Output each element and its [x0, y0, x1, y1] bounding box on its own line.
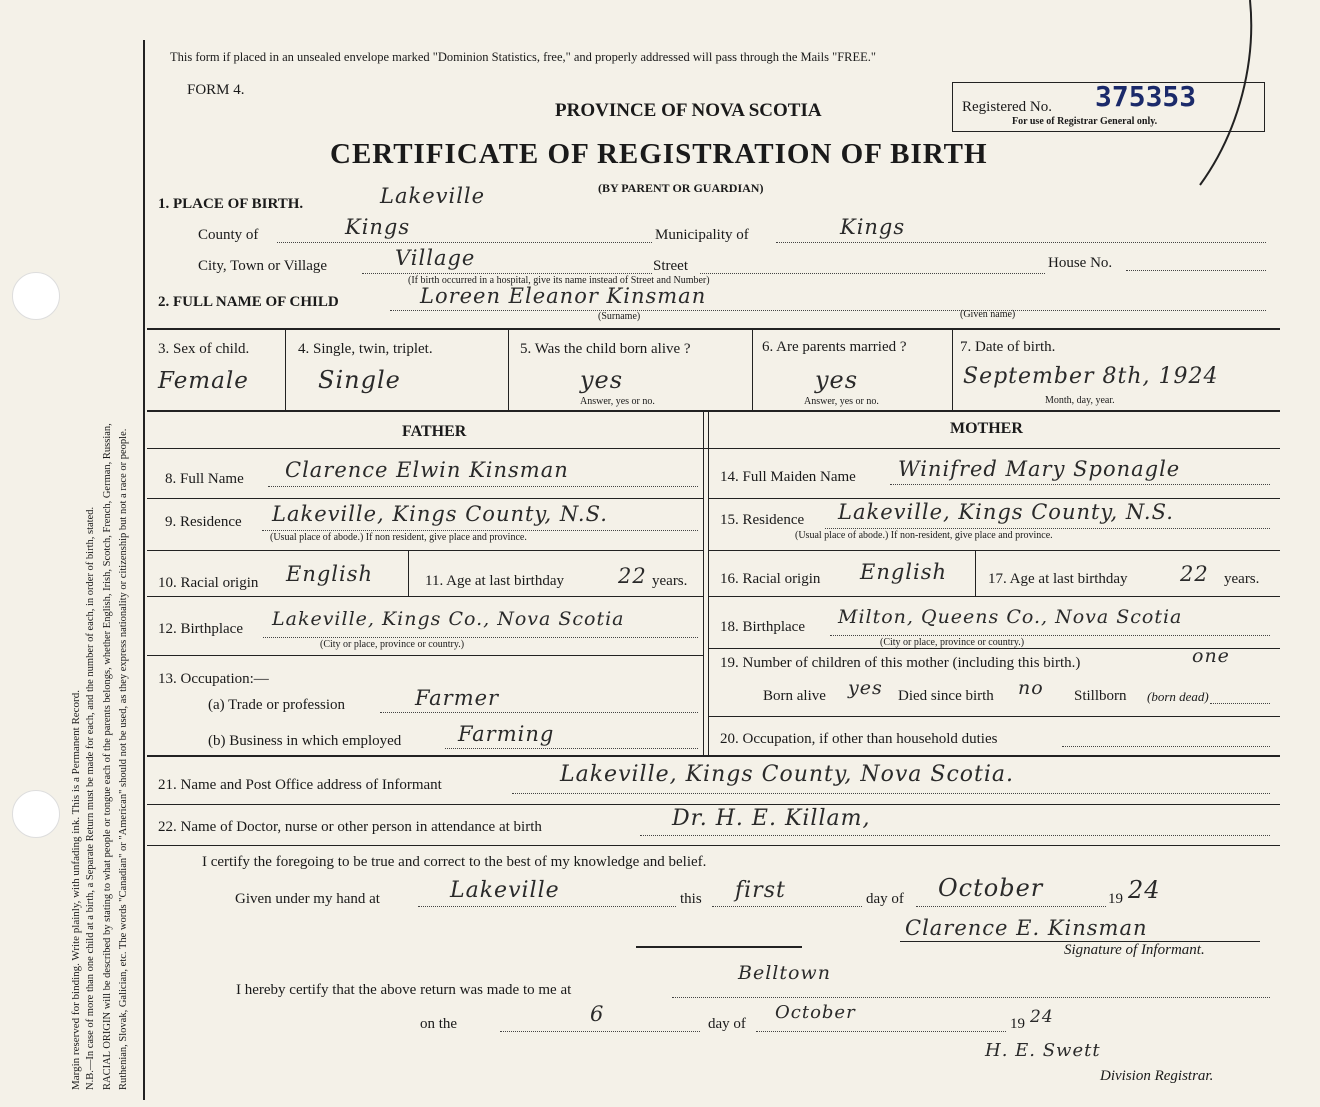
county-label: County of: [198, 227, 259, 243]
mother-years: years.: [1224, 571, 1260, 587]
month-line: [916, 906, 1106, 907]
certify-year: 24: [1128, 876, 1161, 904]
street-line: [700, 273, 1045, 274]
father-birthplace-label: 12. Birthplace: [158, 621, 243, 637]
registrar-year-prefix: 19: [1010, 1016, 1025, 1032]
registrar-text: I hereby certify that the above return was made to me at: [236, 982, 572, 998]
doctor-value: Dr. H. E. Killam,: [672, 806, 871, 831]
mother-age-value: 22: [1180, 562, 1209, 586]
given-label: Given under my hand at: [235, 891, 380, 907]
married-label: 6. Are parents married ?: [762, 339, 907, 355]
occupation-label: 13. Occupation:—: [158, 671, 269, 687]
municipality-value: Kings: [840, 215, 906, 239]
alive-value: yes: [580, 366, 624, 394]
business-label: (b) Business in which employed: [208, 733, 402, 749]
father-name-label: 8. Full Name: [165, 471, 244, 487]
mother-rule-1: [708, 498, 1280, 499]
date-label: 7. Date of birth.: [960, 339, 1056, 355]
rule-5: [147, 804, 1280, 805]
binding-hole-top: [12, 272, 60, 320]
registrar-month: October: [775, 1002, 856, 1023]
registrar-signature-label: Division Registrar.: [1100, 1068, 1214, 1084]
registrar-month-line: [756, 1031, 1006, 1032]
mother-residence-value: Lakeville, Kings County, N.S.: [838, 500, 1174, 524]
informant-signature-label: Signature of Informant.: [1064, 942, 1205, 958]
given-place: Lakeville: [450, 878, 560, 903]
mother-name-line: [890, 484, 1270, 485]
trade-value: Farmer: [415, 686, 500, 710]
born-alive-label: Born alive: [763, 688, 826, 704]
father-rule-1: [147, 498, 703, 499]
county-line: [277, 242, 652, 243]
registered-note: For use of Registrar General only.: [1012, 116, 1158, 127]
mother-heading: MOTHER: [950, 420, 1023, 437]
mother-name-label: 14. Full Maiden Name: [720, 469, 856, 485]
on-the-label: on the: [420, 1016, 458, 1032]
municipality-label: Municipality of: [655, 227, 749, 243]
child-name-line: [390, 310, 1266, 311]
died-label: Died since birth: [898, 688, 994, 704]
father-birthplace-value: Lakeville, Kings Co., Nova Scotia: [272, 608, 625, 630]
place-label: 1. PLACE OF BIRTH.: [158, 196, 304, 212]
single-value: Single: [318, 366, 401, 394]
city-value: Village: [395, 246, 476, 270]
margin-note-2: N.B.—In case of more than one child at a birth, a Separate Return must be made for each, and the number of each, in order of birth, stated.: [85, 506, 96, 1090]
children-value: one: [1192, 645, 1230, 667]
this-label: this: [680, 891, 702, 907]
margin-rule: [143, 40, 145, 1100]
mother-race-divider: [975, 551, 976, 596]
stillborn-line: [1210, 703, 1270, 704]
stillborn-note: (born dead): [1147, 689, 1209, 704]
father-heading: FATHER: [402, 423, 467, 440]
center-divider-b: [708, 412, 709, 755]
col-divider-2: [508, 330, 509, 410]
father-rule-4: [147, 655, 703, 656]
mother-race-label: 16. Racial origin: [720, 571, 821, 587]
mother-rule-5: [708, 716, 1280, 717]
city-label: City, Town or Village: [198, 258, 328, 274]
registrar-day-of-label: day of: [708, 1016, 746, 1032]
registered-label: Registered No.: [962, 99, 1052, 115]
certify-month: October: [938, 874, 1044, 902]
father-birthplace-line: [263, 637, 698, 638]
mother-occupation-label: 20. Occupation, if other than household duties: [720, 731, 998, 747]
registrar-signature: H. E. Swett: [985, 1040, 1101, 1061]
certify-text: I certify the foregoing to be true and correct to the best of my knowledge and belief.: [202, 854, 707, 870]
registrar-day: 6: [590, 1002, 605, 1026]
registrar-place: Belltown: [738, 962, 831, 984]
rule-4: [147, 755, 1280, 757]
sex-value: Female: [158, 368, 249, 394]
city-line: [362, 273, 652, 274]
child-name-label: 2. FULL NAME OF CHILD: [158, 294, 339, 310]
mother-birthplace-line: [830, 635, 1270, 636]
mother-birthplace-note: (City or place, province or country.): [880, 637, 1025, 648]
father-race-divider: [408, 551, 409, 596]
margin-note-3: RACIAL ORIGIN will be described by stating to what people or tongue each of the parents belongs, whether English, Irish, Scotch, French, German, Russian,: [102, 423, 113, 1090]
doctor-line: [640, 835, 1270, 836]
margin-note-1: Margin reserved for binding. Write plainly, with unfading ink. This is a Permanent Record.: [70, 690, 82, 1090]
short-rule: [636, 946, 802, 948]
given-line: [418, 906, 676, 907]
mother-name-value: Winifred Mary Sponagle: [898, 457, 1181, 481]
business-line: [445, 748, 698, 749]
father-race-value: English: [286, 562, 374, 586]
married-value: yes: [815, 366, 859, 394]
registrar-place-line: [672, 997, 1270, 998]
col-divider-3: [752, 330, 753, 410]
born-alive-value: yes: [848, 677, 883, 699]
father-rule-2: [147, 550, 703, 551]
sex-label: 3. Sex of child.: [158, 341, 250, 357]
trade-line: [380, 712, 698, 713]
certificate-title: CERTIFICATE OF REGISTRATION OF BIRTH: [330, 138, 988, 170]
father-birthplace-note: (City or place, province or country.): [320, 639, 465, 650]
house-line: [1126, 270, 1266, 271]
informant-label: 21. Name and Post Office address of Informant: [158, 777, 442, 793]
mother-residence-line: [825, 528, 1270, 529]
mail-notice: This form if placed in an unsealed envelope marked "Dominion Statistics, free," and properly addressed will pass through the Mails "FREE.": [170, 50, 877, 64]
mother-residence-note: (Usual place of abode.) If non-resident, give place and province.: [795, 530, 1053, 541]
municipality-line: [776, 242, 1266, 243]
informant-value: Lakeville, Kings County, Nova Scotia.: [560, 762, 1015, 787]
stillborn-label: Stillborn: [1074, 688, 1127, 704]
father-years: years.: [652, 573, 688, 589]
children-label: 19. Number of children of this mother (including this birth.): [720, 655, 1081, 671]
single-label: 4. Single, twin, triplet.: [298, 341, 433, 357]
rule-3: [147, 448, 1280, 449]
surname-note: (Surname): [598, 311, 641, 322]
this-day: first: [735, 878, 786, 903]
this-line: [712, 906, 862, 907]
informant-line: [512, 793, 1270, 794]
given-name-note: (Given name): [960, 309, 1016, 320]
died-value: no: [1018, 677, 1044, 699]
rule-1: [147, 328, 1280, 330]
day-of-label: day of: [866, 891, 904, 907]
place-value: Lakeville: [380, 184, 486, 208]
alive-label: 5. Was the child born alive ?: [520, 341, 691, 357]
father-residence-line: [262, 530, 698, 531]
rule-2: [147, 410, 1280, 412]
father-age-label: 11. Age at last birthday: [425, 573, 564, 589]
certificate-subtitle: (BY PARENT OR GUARDIAN): [598, 181, 764, 195]
mother-birthplace-value: Milton, Queens Co., Nova Scotia: [838, 606, 1183, 628]
rule-6: [147, 845, 1280, 846]
business-value: Farming: [458, 722, 555, 746]
registrar-year: 24: [1030, 1007, 1054, 1027]
mother-occupation-line: [1062, 746, 1270, 747]
married-note: Answer, yes or no.: [804, 396, 879, 407]
father-race-label: 10. Racial origin: [158, 575, 259, 591]
father-age-value: 22: [618, 564, 647, 588]
father-residence-label: 9. Residence: [165, 514, 242, 530]
mother-race-value: English: [860, 560, 948, 584]
date-note: Month, day, year.: [1045, 395, 1115, 406]
mother-rule-2: [708, 550, 1280, 551]
registered-number: 375353: [1095, 80, 1197, 113]
certify-year-prefix: 19: [1108, 891, 1123, 907]
father-name-line: [268, 486, 698, 487]
mother-birthplace-label: 18. Birthplace: [720, 619, 805, 635]
date-value: September 8th, 1924: [963, 364, 1219, 389]
father-residence-value: Lakeville, Kings County, N.S.: [272, 502, 608, 526]
doctor-label: 22. Name of Doctor, nurse or other person in attendance at birth: [158, 819, 542, 835]
hospital-note: (If birth occurred in a hospital, give its name instead of Street and Number): [408, 275, 710, 286]
binding-hole-bottom: [12, 790, 60, 838]
child-name-value: Loreen Eleanor Kinsman: [420, 284, 707, 308]
father-rule-3: [147, 596, 703, 597]
trade-label: (a) Trade or profession: [208, 697, 346, 713]
county-value: Kings: [345, 215, 411, 239]
margin-note-4: Ruthenian, Slovak, Galician, etc. The words "Canadian" or "American" should not be used, as they express nationality or citizenship but not a race or people.: [118, 428, 129, 1090]
mother-age-label: 17. Age at last birthday: [988, 571, 1128, 587]
street-label: Street: [653, 258, 688, 274]
form-number: FORM 4.: [187, 82, 245, 98]
mother-residence-label: 15. Residence: [720, 512, 805, 528]
center-divider-a: [703, 412, 704, 755]
house-label: House No.: [1048, 255, 1113, 271]
informant-signature: Clarence E. Kinsman: [905, 916, 1148, 940]
on-the-line: [500, 1031, 700, 1032]
col-divider-1: [285, 330, 286, 410]
col-divider-4: [952, 330, 953, 410]
father-name-value: Clarence Elwin Kinsman: [285, 458, 569, 482]
province-heading: PROVINCE OF NOVA SCOTIA: [555, 100, 822, 121]
alive-note: Answer, yes or no.: [580, 396, 655, 407]
mother-rule-3: [708, 596, 1280, 597]
father-residence-note: (Usual place of abode.) If non resident, give place and province.: [270, 532, 527, 543]
